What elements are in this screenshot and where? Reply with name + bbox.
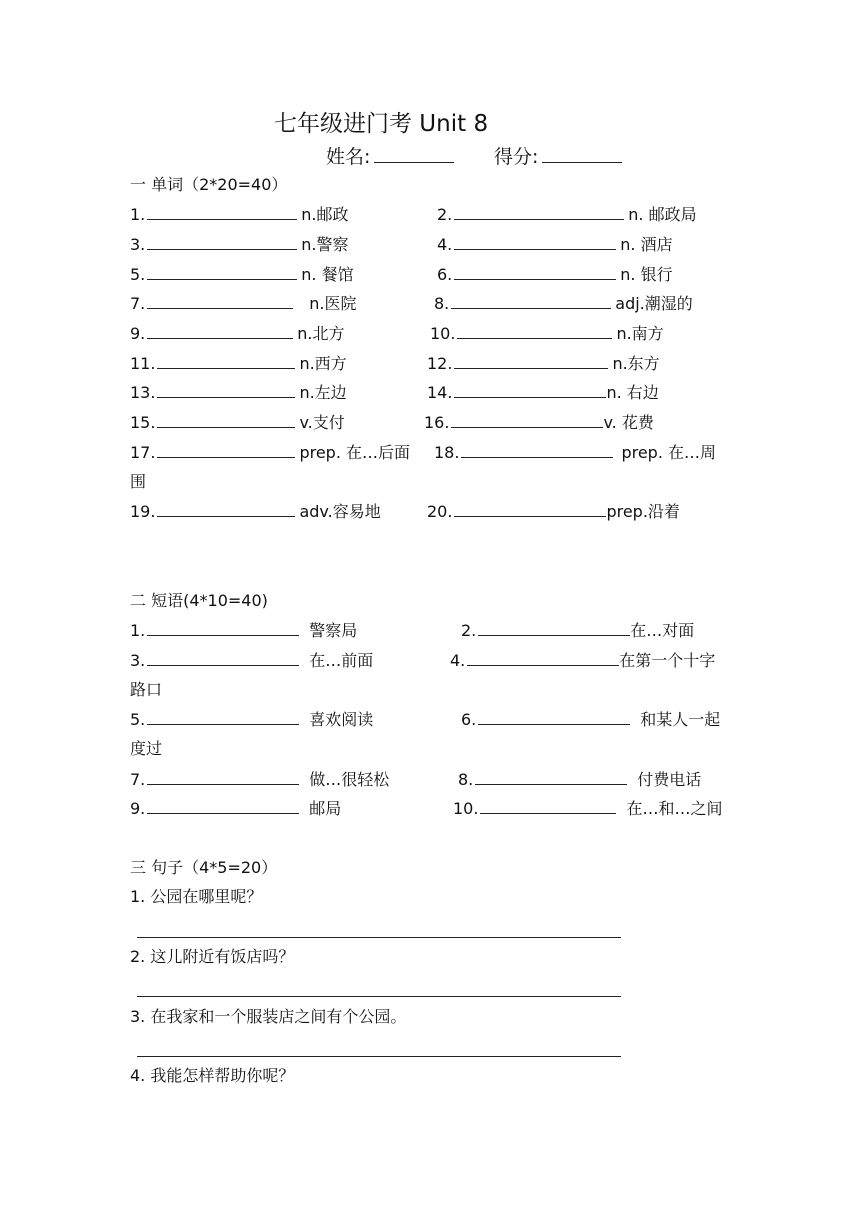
answer-blank[interactable] xyxy=(147,650,299,666)
answer-blank[interactable] xyxy=(467,650,619,666)
answer-blank[interactable] xyxy=(454,501,606,517)
vocab-item: 6. n. 银行 xyxy=(437,265,673,284)
vocab-item: 12. n.东方 xyxy=(427,354,660,373)
answer-blank[interactable] xyxy=(454,382,606,398)
vocab-item: 7. n.医院 xyxy=(130,294,357,313)
answer-blank[interactable] xyxy=(454,264,616,280)
page-title: 七年级进门考 Unit 8 xyxy=(274,111,489,137)
answer-blank[interactable] xyxy=(461,442,613,458)
answer-blank[interactable] xyxy=(147,293,293,309)
vocab-item: 14. n. 右边 xyxy=(427,383,659,402)
phrase-item: 2. 在…对面 xyxy=(461,621,695,640)
vocab-item: 1. n.邮政 xyxy=(130,205,349,224)
vocab-item: 15. v.支付 xyxy=(130,413,345,432)
answer-blank[interactable] xyxy=(147,620,299,636)
score-label: 得分: xyxy=(494,146,539,168)
sentence-answer-line[interactable] xyxy=(137,1056,621,1057)
score-field xyxy=(494,142,622,169)
sentence-answer-line[interactable] xyxy=(137,996,621,997)
answer-blank[interactable] xyxy=(478,709,630,725)
vocab-item: 3. n.警察 xyxy=(130,235,349,254)
answer-blank[interactable] xyxy=(451,412,603,428)
vocab-item: 20. prep.沿着 xyxy=(427,502,680,521)
vocab-item: 4. n. 酒店 xyxy=(437,235,673,254)
section-sentences-title: 三 句子（4*5=20） xyxy=(130,858,278,877)
answer-blank[interactable] xyxy=(147,798,299,814)
phrase-item: 8. 付费电话 xyxy=(458,770,702,789)
vocab-item-wrap: 围 xyxy=(130,472,147,491)
answer-blank[interactable] xyxy=(454,234,616,250)
phrase-item: 1. 警察局 xyxy=(130,621,358,640)
phrase-item-wrap: 度过 xyxy=(130,739,163,758)
name-label: 姓名: xyxy=(326,146,371,168)
score-blank[interactable] xyxy=(542,144,622,163)
phrase-item: 4. 在第一个十字 xyxy=(450,651,716,670)
name-blank[interactable] xyxy=(374,144,454,163)
name-field xyxy=(326,142,454,169)
phrase-item: 9. 邮局 xyxy=(130,799,342,818)
vocab-item: 5. n. 餐馆 xyxy=(130,265,354,284)
answer-blank[interactable] xyxy=(157,382,295,398)
vocab-item: 16. v. 花费 xyxy=(424,413,654,432)
answer-blank[interactable] xyxy=(147,234,297,250)
answer-blank[interactable] xyxy=(157,353,295,369)
answer-blank[interactable] xyxy=(157,442,295,458)
answer-blank[interactable] xyxy=(454,353,608,369)
sentence-prompt: 2. 这儿附近有饭店吗？ xyxy=(130,947,295,966)
vocab-item: 18. prep. 在…周 xyxy=(434,443,717,462)
phrase-item: 5. 喜欢阅读 xyxy=(130,710,374,729)
phrase-item: 3. 在…前面 xyxy=(130,651,374,670)
answer-blank[interactable] xyxy=(147,709,299,725)
section-vocabulary-title: 一 单词（2*20=40） xyxy=(130,175,288,194)
vocab-item: 9. n.北方 xyxy=(130,324,345,343)
vocab-item: 19. adv.容易地 xyxy=(130,502,381,521)
sentence-prompt: 3. 在我家和一个服装店之间有个公园。 xyxy=(130,1007,407,1026)
sentence-prompt: 1. 公园在哪里呢？ xyxy=(130,887,263,906)
answer-blank[interactable] xyxy=(157,412,295,428)
vocab-item: 10. n.南方 xyxy=(430,324,664,343)
phrase-item: 10. 在…和…之间 xyxy=(453,799,723,818)
sentence-prompt: 4. 我能怎样帮助你呢？ xyxy=(130,1066,295,1085)
answer-blank[interactable] xyxy=(480,798,616,814)
answer-blank[interactable] xyxy=(147,323,293,339)
answer-blank[interactable] xyxy=(147,769,299,785)
vocab-item: 17. prep. 在…后面 xyxy=(130,443,411,462)
section-phrases-title: 二 短语(4*10=40) xyxy=(130,591,268,610)
answer-blank[interactable] xyxy=(147,204,297,220)
vocab-item: 8. adj.潮湿的 xyxy=(434,294,693,313)
phrase-item-wrap: 路口 xyxy=(130,680,163,699)
vocab-item: 13. n.左边 xyxy=(130,383,347,402)
answer-blank[interactable] xyxy=(475,769,627,785)
answer-blank[interactable] xyxy=(478,620,630,636)
answer-blank[interactable] xyxy=(457,323,612,339)
sentence-answer-line[interactable] xyxy=(137,937,621,938)
vocab-item: 2. n. 邮政局 xyxy=(437,205,697,224)
answer-blank[interactable] xyxy=(454,204,624,220)
vocab-item: 11. n.西方 xyxy=(130,354,347,373)
phrase-item: 6. 和某人一起 xyxy=(461,710,721,729)
answer-blank[interactable] xyxy=(157,501,295,517)
answer-blank[interactable] xyxy=(451,293,611,309)
answer-blank[interactable] xyxy=(147,264,297,280)
phrase-item: 7. 做…很轻松 xyxy=(130,770,390,789)
